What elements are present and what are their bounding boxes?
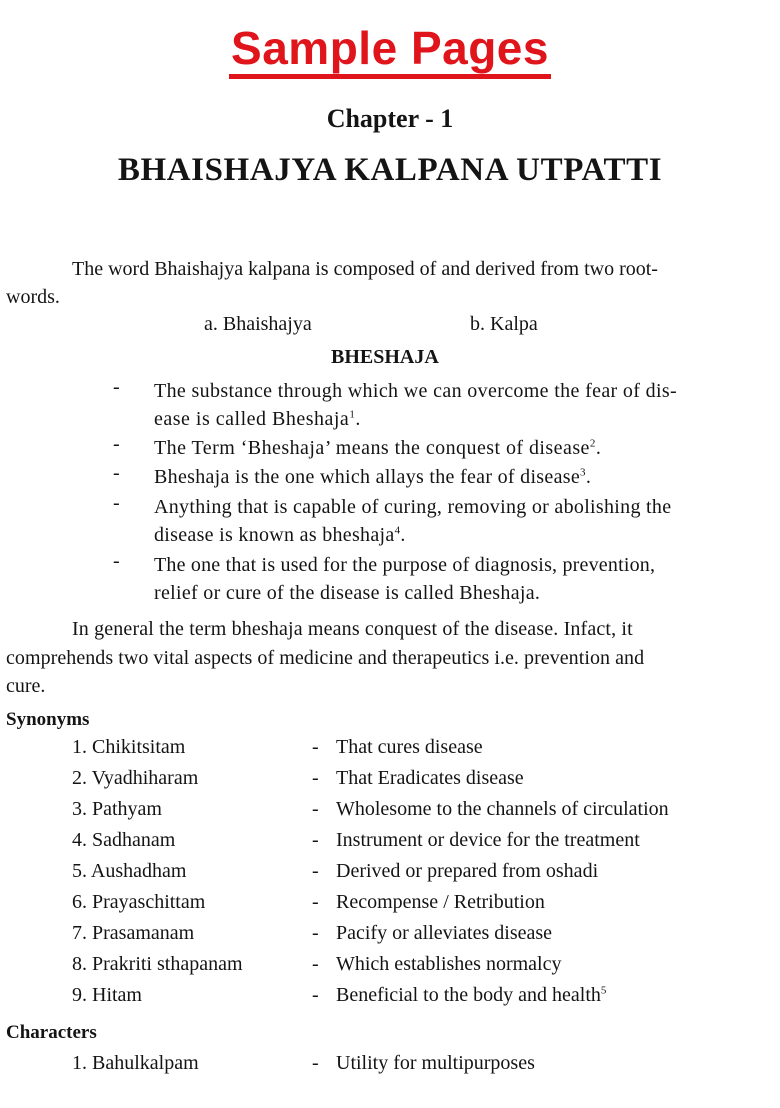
general-line-2: comprehends two vital aspects of medicine and therapeutics i.e. prevention and [6, 647, 645, 669]
synonym-dash: - [312, 953, 319, 975]
synonym-term: 5. Aushadham [72, 860, 187, 882]
bullet-dash: - [113, 433, 120, 455]
synonym-meaning: Instrument or device for the treatment [336, 829, 640, 851]
synonym-meaning: That Eradicates disease [336, 767, 524, 789]
characters-heading: Characters [6, 1022, 97, 1043]
intro-line-1: The word Bhaishajya kalpana is composed of and derived from two root- [72, 258, 658, 280]
footnote-ref: 1 [349, 408, 356, 421]
synonym-term: 9. Hitam [72, 984, 142, 1006]
synonym-dash: - [312, 829, 319, 851]
bullet-5-line-1: The one that is used for the purpose of diagnosis, prevention, [154, 554, 656, 576]
synonym-dash: - [312, 984, 319, 1006]
synonym-meaning: Beneficial to the body and health$^5$ [336, 984, 607, 1006]
root-word-b: b. Kalpa [470, 313, 538, 335]
synonym-term: 4. Sadhanam [72, 829, 176, 851]
chapter-number: Chapter - 1 [326, 104, 454, 133]
character-dash: - [312, 1052, 319, 1074]
synonym-term: 8. Prakriti sthapanam [72, 953, 243, 975]
footnote-ref: 5 [600, 984, 607, 997]
bullet-1-line-1: The substance through which we can overcome the fear of dis- [154, 380, 678, 402]
synonyms-heading: Synonyms [6, 709, 90, 730]
general-line-1: In general the term bheshaja means conquest of the disease. Infact, it [72, 618, 633, 640]
chapter-title: BHAISHAJYA KALPANA UTPATTI [117, 152, 663, 188]
bullet-dash: - [113, 492, 120, 514]
synonym-dash: - [312, 798, 319, 820]
bullet-dash: - [113, 376, 120, 398]
synonym-dash: - [312, 736, 319, 758]
sample-pages-banner [0, 22, 780, 79]
synonym-dash: - [312, 767, 319, 789]
synonym-meaning: Which establishes normalcy [336, 953, 562, 975]
synonym-meaning: Wholesome to the channels of circulation [336, 798, 669, 820]
synonym-term: 6. Prayaschittam [72, 891, 206, 913]
synonym-meaning: Pacify or alleviates disease [336, 922, 553, 944]
bheshaja-heading: BHESHAJA [331, 346, 439, 368]
synonym-meaning: Recompense / Retribution [336, 891, 545, 913]
synonym-term: 7. Prasamanam [72, 922, 195, 944]
synonym-dash: - [312, 860, 319, 882]
bullet-4-line-1: Anything that is capable of curing, removing or abolishing the [154, 496, 672, 518]
intro-line-2: words. [6, 286, 60, 308]
synonym-term: 2. Vyadhiharam [72, 767, 199, 789]
bullet-5-line-2: relief or cure of the disease is called Bheshaja. [154, 582, 541, 604]
footnote-ref: 3 [580, 466, 586, 479]
synonym-term: 3. Pathyam [72, 798, 162, 820]
root-word-a: a. Bhaishajya [204, 313, 312, 335]
general-line-3: cure. [6, 675, 46, 697]
bullet-dash: - [113, 462, 120, 484]
character-term: 1. Bahulkalpam [72, 1052, 199, 1074]
footnote-ref: 4 [394, 524, 401, 537]
bullet-3-line-1: Bheshaja is the one which allays the fear of disease$^3$. [154, 466, 592, 488]
bullet-1-line-2: ease is called Bheshaja$^1$. [154, 408, 361, 430]
bullet-4-line-2: disease is known as bheshaja$^4$. [154, 524, 406, 546]
footnote-ref: 2 [589, 437, 596, 450]
synonym-meaning: Derived or prepared from oshadi [336, 860, 599, 882]
synonym-term: 1. Chikitsitam [72, 736, 186, 758]
synonym-meaning: That cures disease [336, 736, 483, 758]
synonym-dash: - [312, 922, 319, 944]
synonym-dash: - [312, 891, 319, 913]
bullet-2-line-1: The Term ‘Bheshaja’ means the conquest of disease$^2$. [154, 437, 602, 459]
bullet-dash: - [113, 550, 120, 572]
character-meaning: Utility for multipurposes [336, 1052, 535, 1074]
banner-label: Sample Pages [229, 22, 551, 79]
